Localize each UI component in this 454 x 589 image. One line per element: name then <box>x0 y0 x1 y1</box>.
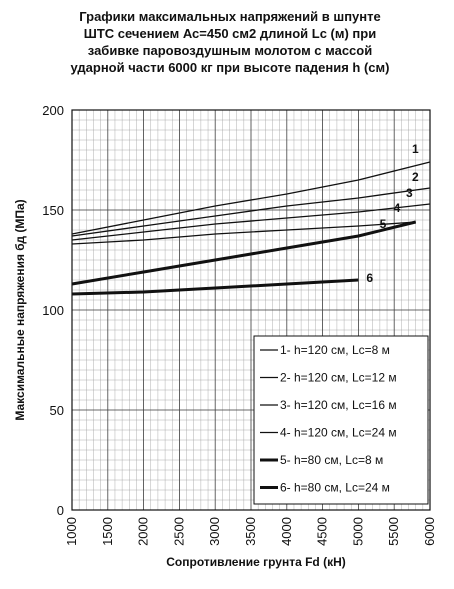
x-axis-ticks <box>64 517 437 546</box>
y-tick-label: 200 <box>42 103 64 118</box>
y-tick-label: 0 <box>56 503 64 518</box>
x-tick-label: 2000 <box>135 517 151 546</box>
curve-labels <box>366 142 419 285</box>
curve-label-4: 4 <box>393 201 401 215</box>
y-axis-ticks <box>42 103 64 518</box>
y-tick-label: 150 <box>42 203 64 218</box>
legend-entry-2: 2- h=120 см, Lc=12 м <box>280 370 397 385</box>
curve-label-1: 1 <box>412 142 419 156</box>
x-tick-label: 2500 <box>171 517 187 546</box>
legend-entry-1: 1- h=120 см, Lc=8 м <box>280 343 390 357</box>
title-line-1: Графики максимальных напряжений в шпунте <box>79 9 381 24</box>
x-tick-label: 6000 <box>422 517 437 546</box>
y-tick-label: 100 <box>42 303 64 318</box>
legend-box <box>254 336 428 504</box>
curve-label-3: 3 <box>406 186 413 200</box>
x-tick-label: 5500 <box>386 517 402 546</box>
x-tick-label: 4000 <box>278 517 294 546</box>
x-tick-label: 1500 <box>99 517 115 546</box>
curve-label-2: 2 <box>412 170 419 184</box>
curve-label-6: 6 <box>366 271 374 285</box>
legend-entry-5: 5- h=80 см, Lc=8 м <box>280 453 384 467</box>
legend-entry-3: 3- h=120 см, Lc=16 м <box>280 398 397 412</box>
x-tick-label: 4500 <box>314 517 330 546</box>
legend <box>254 336 428 504</box>
x-axis-title: Сопротивление грунта Fd (кН) <box>166 555 346 569</box>
x-tick-label: 5000 <box>350 517 366 546</box>
legend-entry-6: 6- h=80 см, Lc=24 м <box>280 480 390 495</box>
curve-label-5: 5 <box>379 217 387 231</box>
x-tick-label: 1000 <box>64 517 79 546</box>
y-axis-title: Максимальные напряжения бд (МПа) <box>13 199 27 421</box>
title-line-3: забивке паровоздушным молотом с массой <box>87 43 373 58</box>
y-tick-label: 50 <box>49 403 64 418</box>
title-line-2: ШТС сечением Ас=450 см2 длиной Lc (м) при <box>83 26 377 41</box>
title-line-4: ударной части 6000 кг при высоте падения h (см) <box>70 60 390 75</box>
x-tick-label: 3500 <box>243 517 258 546</box>
x-tick-label: 3000 <box>207 517 223 546</box>
legend-entry-4: 4- h=120 см, Lc=24 м <box>280 425 397 440</box>
